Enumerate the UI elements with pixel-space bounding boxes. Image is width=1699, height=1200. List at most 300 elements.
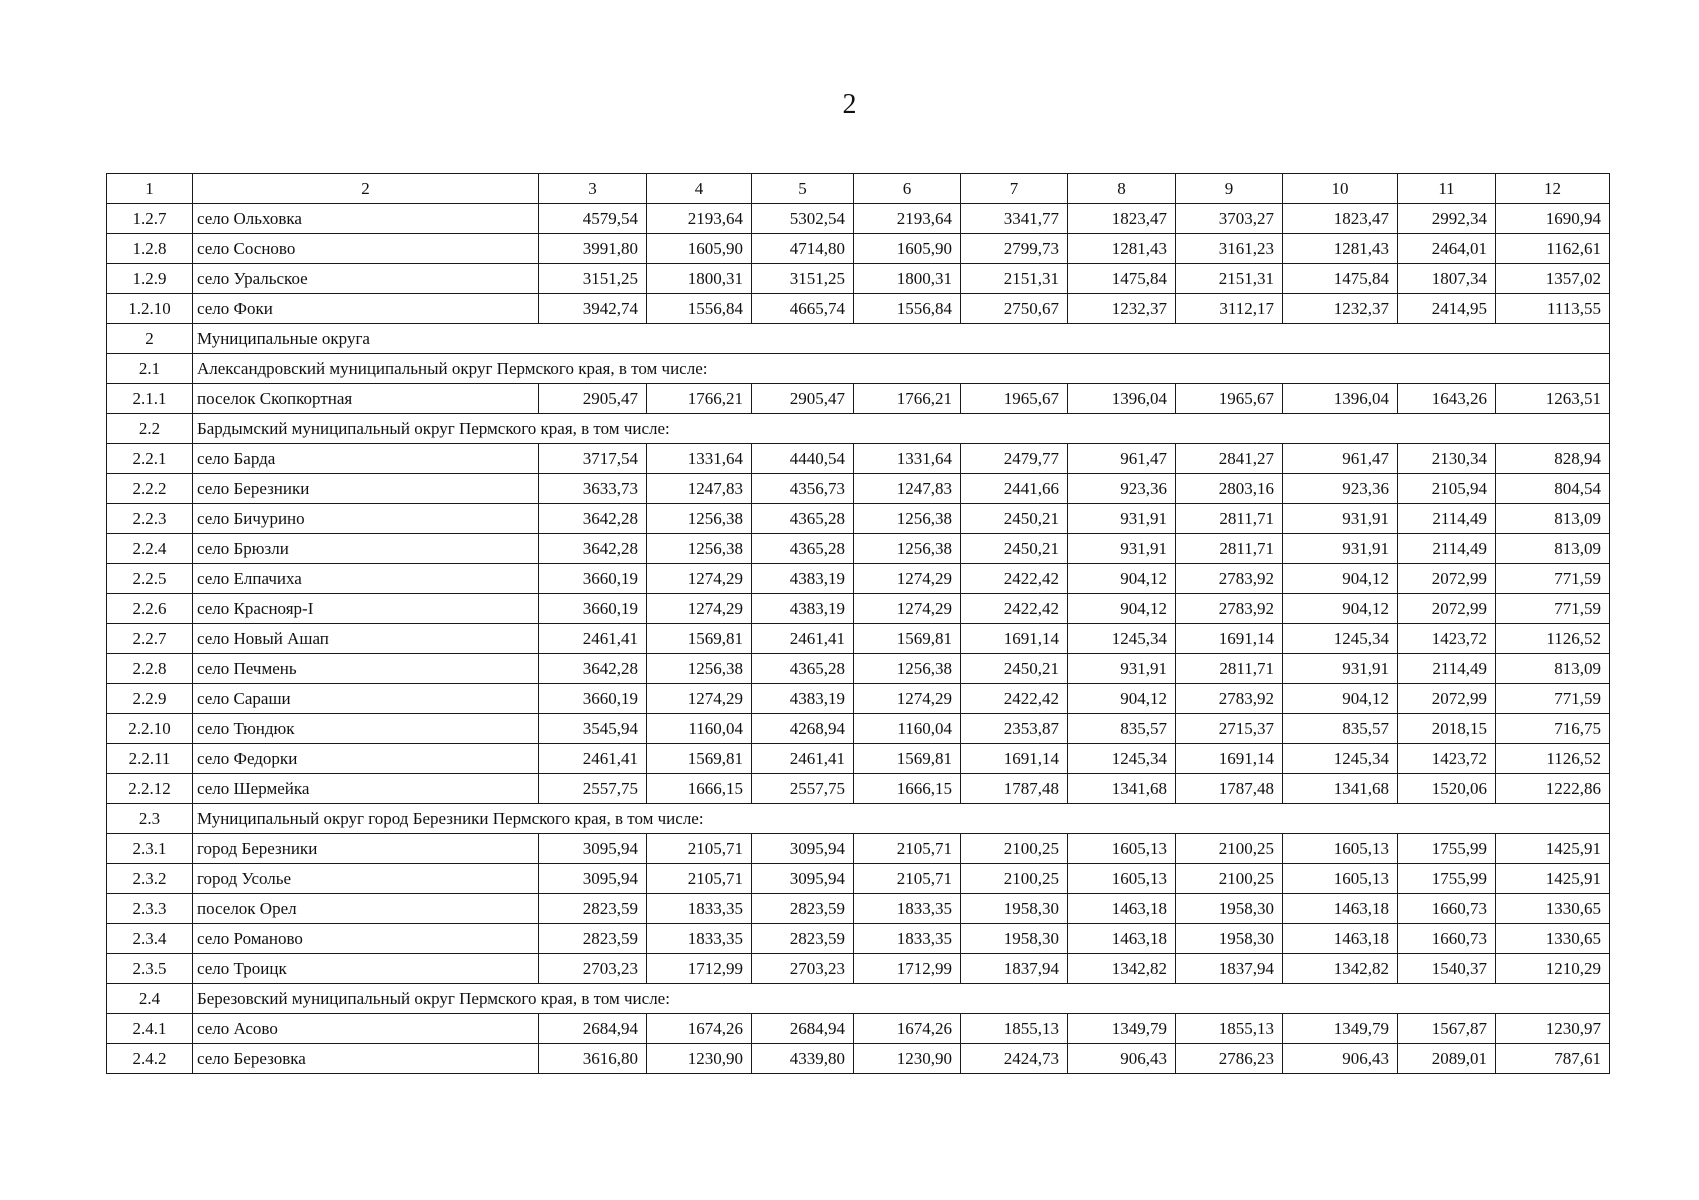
section-row xyxy=(107,414,1610,444)
settlement-name: город Усолье xyxy=(193,864,539,894)
tariff-value: 1463,18 xyxy=(1283,924,1398,954)
tariff-value: 2100,25 xyxy=(1176,864,1283,894)
row-number: 2.1 xyxy=(107,354,193,384)
tariff-value: 1833,35 xyxy=(647,924,752,954)
settlement-name: село Тюндюк xyxy=(193,714,539,744)
settlement-name: село Сосново xyxy=(193,234,539,264)
tariff-value: 2441,66 xyxy=(961,474,1068,504)
tariff-value: 904,12 xyxy=(1068,594,1176,624)
tariff-value: 1833,35 xyxy=(647,894,752,924)
tariff-value: 4268,94 xyxy=(752,714,854,744)
tariff-value: 1674,26 xyxy=(854,1014,961,1044)
tariff-value: 1357,02 xyxy=(1496,264,1610,294)
table-row xyxy=(107,864,1610,894)
tariff-value: 1210,29 xyxy=(1496,954,1610,984)
tariff-value: 1958,30 xyxy=(1176,894,1283,924)
tariff-value: 1330,65 xyxy=(1496,894,1610,924)
tariff-value: 4383,19 xyxy=(752,564,854,594)
table-row xyxy=(107,264,1610,294)
tariff-value: 1807,34 xyxy=(1398,264,1496,294)
tariff-value: 906,43 xyxy=(1283,1044,1398,1074)
tariff-value: 2422,42 xyxy=(961,684,1068,714)
tariff-value: 1958,30 xyxy=(961,924,1068,954)
tariff-value: 1160,04 xyxy=(647,714,752,744)
table-row xyxy=(107,684,1610,714)
tariff-value: 2193,64 xyxy=(854,204,961,234)
tariff-value: 1245,34 xyxy=(1068,624,1176,654)
tariff-value: 1755,99 xyxy=(1398,834,1496,864)
tariff-value: 813,09 xyxy=(1496,504,1610,534)
tariff-value: 2151,31 xyxy=(1176,264,1283,294)
tariff-value: 2557,75 xyxy=(539,774,647,804)
tariff-value: 835,57 xyxy=(1068,714,1176,744)
tariff-value: 2114,49 xyxy=(1398,654,1496,684)
tariff-value: 3545,94 xyxy=(539,714,647,744)
table-row xyxy=(107,534,1610,564)
tariff-value: 2461,41 xyxy=(752,624,854,654)
tariff-value: 787,61 xyxy=(1496,1044,1610,1074)
tariff-value: 2424,73 xyxy=(961,1044,1068,1074)
tariff-value: 4383,19 xyxy=(752,684,854,714)
table-row xyxy=(107,234,1610,264)
tariff-value: 1330,65 xyxy=(1496,924,1610,954)
tariff-value: 2803,16 xyxy=(1176,474,1283,504)
tariff-value: 1540,37 xyxy=(1398,954,1496,984)
column-number-header: 7 xyxy=(961,174,1068,204)
settlement-name: село Асово xyxy=(193,1014,539,1044)
tariff-value: 4365,28 xyxy=(752,504,854,534)
tariff-value: 1605,13 xyxy=(1068,864,1176,894)
tariff-value: 2193,64 xyxy=(647,204,752,234)
tariff-value: 3942,74 xyxy=(539,294,647,324)
table-row xyxy=(107,294,1610,324)
tariff-value: 3112,17 xyxy=(1176,294,1283,324)
tariff-value: 2786,23 xyxy=(1176,1044,1283,1074)
row-number: 2.3.1 xyxy=(107,834,193,864)
tariff-value: 1126,52 xyxy=(1496,624,1610,654)
tariff-value: 1463,18 xyxy=(1068,894,1176,924)
tariff-value: 1605,13 xyxy=(1283,834,1398,864)
row-number: 1.2.7 xyxy=(107,204,193,234)
table-row xyxy=(107,924,1610,954)
tariff-value: 1245,34 xyxy=(1068,744,1176,774)
table-row xyxy=(107,834,1610,864)
table-row xyxy=(107,384,1610,414)
row-number: 2.3.4 xyxy=(107,924,193,954)
tariff-value: 1263,51 xyxy=(1496,384,1610,414)
tariff-value: 813,09 xyxy=(1496,654,1610,684)
table-row xyxy=(107,204,1610,234)
tariff-value: 1256,38 xyxy=(854,504,961,534)
tariff-value: 1605,13 xyxy=(1068,834,1176,864)
tariff-value: 2414,95 xyxy=(1398,294,1496,324)
row-number: 2.3 xyxy=(107,804,193,834)
tariff-value: 1605,90 xyxy=(854,234,961,264)
table-row xyxy=(107,504,1610,534)
table-header-row xyxy=(107,174,1610,204)
tariff-value: 1475,84 xyxy=(1283,264,1398,294)
row-number: 2.3.2 xyxy=(107,864,193,894)
section-row xyxy=(107,354,1610,384)
tariff-value: 931,91 xyxy=(1283,654,1398,684)
tariff-value: 2783,92 xyxy=(1176,594,1283,624)
tariff-value: 1331,64 xyxy=(854,444,961,474)
tariff-value: 2684,94 xyxy=(752,1014,854,1044)
tariff-value: 904,12 xyxy=(1283,684,1398,714)
tariff-value: 2461,41 xyxy=(539,624,647,654)
tariff-value: 1396,04 xyxy=(1068,384,1176,414)
settlement-name: село Печмень xyxy=(193,654,539,684)
tariff-value: 923,36 xyxy=(1283,474,1398,504)
tariff-value: 1281,43 xyxy=(1068,234,1176,264)
settlement-name: село Уральское xyxy=(193,264,539,294)
tariff-value: 1274,29 xyxy=(854,594,961,624)
tariff-value: 2684,94 xyxy=(539,1014,647,1044)
tariff-value: 2783,92 xyxy=(1176,564,1283,594)
tariff-value: 1567,87 xyxy=(1398,1014,1496,1044)
tariff-value: 2114,49 xyxy=(1398,534,1496,564)
tariff-value: 2811,71 xyxy=(1176,534,1283,564)
tariff-value: 1556,84 xyxy=(854,294,961,324)
column-number-header: 4 xyxy=(647,174,752,204)
tariff-value: 1766,21 xyxy=(647,384,752,414)
tariff-value: 1712,99 xyxy=(854,954,961,984)
tariff-value: 1463,18 xyxy=(1068,924,1176,954)
tariff-value: 1463,18 xyxy=(1283,894,1398,924)
column-number-header: 1 xyxy=(107,174,193,204)
table-row xyxy=(107,474,1610,504)
table-row xyxy=(107,564,1610,594)
tariff-value: 1965,67 xyxy=(961,384,1068,414)
tariff-value: 1660,73 xyxy=(1398,924,1496,954)
tariff-value: 2450,21 xyxy=(961,654,1068,684)
tariff-value: 1569,81 xyxy=(647,744,752,774)
tariff-value: 1245,34 xyxy=(1283,744,1398,774)
tariff-value: 5302,54 xyxy=(752,204,854,234)
table-row xyxy=(107,1044,1610,1074)
tariff-value: 1855,13 xyxy=(1176,1014,1283,1044)
tariff-value: 1126,52 xyxy=(1496,744,1610,774)
table-row xyxy=(107,444,1610,474)
page-number: 2 xyxy=(842,89,857,120)
section-title: Муниципальные округа xyxy=(193,324,1610,354)
table-row xyxy=(107,624,1610,654)
table-row xyxy=(107,654,1610,684)
settlement-name: село Сараши xyxy=(193,684,539,714)
tariff-value: 804,54 xyxy=(1496,474,1610,504)
tariff-value: 2105,71 xyxy=(647,834,752,864)
tariff-value: 3151,25 xyxy=(539,264,647,294)
tariff-value: 1674,26 xyxy=(647,1014,752,1044)
tariff-value: 2100,25 xyxy=(961,864,1068,894)
tariff-value: 2841,27 xyxy=(1176,444,1283,474)
tariff-value: 1787,48 xyxy=(961,774,1068,804)
tariff-value: 1958,30 xyxy=(1176,924,1283,954)
tariff-value: 931,91 xyxy=(1283,534,1398,564)
tariff-value: 1569,81 xyxy=(854,744,961,774)
table-row xyxy=(107,744,1610,774)
tariff-value: 4714,80 xyxy=(752,234,854,264)
tariff-value: 2018,15 xyxy=(1398,714,1496,744)
column-number-header: 11 xyxy=(1398,174,1496,204)
tariff-value: 2905,47 xyxy=(752,384,854,414)
tariff-value: 1755,99 xyxy=(1398,864,1496,894)
table-row xyxy=(107,774,1610,804)
row-number: 2.1.1 xyxy=(107,384,193,414)
column-number-header: 5 xyxy=(752,174,854,204)
tariff-value: 1691,14 xyxy=(961,624,1068,654)
tariff-value: 771,59 xyxy=(1496,684,1610,714)
tariff-value: 931,91 xyxy=(1283,504,1398,534)
table-row xyxy=(107,1014,1610,1044)
tariff-value: 2811,71 xyxy=(1176,504,1283,534)
tariff-value: 2353,87 xyxy=(961,714,1068,744)
settlement-name: поселок Орел xyxy=(193,894,539,924)
tariff-value: 1691,14 xyxy=(1176,744,1283,774)
settlement-name: село Ольховка xyxy=(193,204,539,234)
tariff-value: 1691,14 xyxy=(961,744,1068,774)
tariff-value: 904,12 xyxy=(1068,564,1176,594)
row-number: 2.4 xyxy=(107,984,193,1014)
tariff-value: 961,47 xyxy=(1068,444,1176,474)
tariff-value: 1605,90 xyxy=(647,234,752,264)
tariff-value: 1423,72 xyxy=(1398,624,1496,654)
tariff-value: 2072,99 xyxy=(1398,594,1496,624)
tariff-value: 2557,75 xyxy=(752,774,854,804)
tariff-value: 1232,37 xyxy=(1283,294,1398,324)
tariff-value: 2105,71 xyxy=(854,834,961,864)
tariff-value: 3660,19 xyxy=(539,594,647,624)
tariff-value: 2715,37 xyxy=(1176,714,1283,744)
tariff-value: 931,91 xyxy=(1068,534,1176,564)
tariff-value: 1349,79 xyxy=(1068,1014,1176,1044)
settlement-name: село Фоки xyxy=(193,294,539,324)
settlement-name: поселок Скопкортная xyxy=(193,384,539,414)
tariff-value: 3660,19 xyxy=(539,564,647,594)
row-number: 2.2.2 xyxy=(107,474,193,504)
tariff-value: 2783,92 xyxy=(1176,684,1283,714)
tariff-value: 4383,19 xyxy=(752,594,854,624)
tariff-value: 2905,47 xyxy=(539,384,647,414)
row-number: 2.3.3 xyxy=(107,894,193,924)
tariff-value: 1162,61 xyxy=(1496,234,1610,264)
tariff-value: 3642,28 xyxy=(539,504,647,534)
tariff-value: 3642,28 xyxy=(539,534,647,564)
tariff-value: 1247,83 xyxy=(647,474,752,504)
table-row xyxy=(107,954,1610,984)
tariff-value: 1113,55 xyxy=(1496,294,1610,324)
tariff-value: 2703,23 xyxy=(752,954,854,984)
row-number: 1.2.8 xyxy=(107,234,193,264)
tariff-value: 1256,38 xyxy=(854,534,961,564)
tariff-value: 4365,28 xyxy=(752,534,854,564)
tariff-value: 1958,30 xyxy=(961,894,1068,924)
tariff-value: 4579,54 xyxy=(539,204,647,234)
tariff-table xyxy=(106,173,1610,1074)
section-title: Муниципальный округ город Березники Пермского края, в том числе: xyxy=(193,804,1610,834)
tariff-value: 1690,94 xyxy=(1496,204,1610,234)
tariff-value: 4665,74 xyxy=(752,294,854,324)
tariff-value: 1396,04 xyxy=(1283,384,1398,414)
row-number: 2.2.1 xyxy=(107,444,193,474)
tariff-value: 3095,94 xyxy=(539,864,647,894)
row-number: 2.2.4 xyxy=(107,534,193,564)
tariff-value: 2992,34 xyxy=(1398,204,1496,234)
tariff-value: 1232,37 xyxy=(1068,294,1176,324)
tariff-value: 1230,97 xyxy=(1496,1014,1610,1044)
tariff-value: 2114,49 xyxy=(1398,504,1496,534)
tariff-value: 2799,73 xyxy=(961,234,1068,264)
tariff-value: 716,75 xyxy=(1496,714,1610,744)
tariff-value: 1643,26 xyxy=(1398,384,1496,414)
tariff-value: 2750,67 xyxy=(961,294,1068,324)
settlement-name: село Троицк xyxy=(193,954,539,984)
tariff-value: 2811,71 xyxy=(1176,654,1283,684)
tariff-value: 771,59 xyxy=(1496,594,1610,624)
tariff-value: 2823,59 xyxy=(752,894,854,924)
tariff-value: 3151,25 xyxy=(752,264,854,294)
column-number-header: 2 xyxy=(193,174,539,204)
tariff-value: 1256,38 xyxy=(647,504,752,534)
row-number: 2.4.1 xyxy=(107,1014,193,1044)
tariff-value: 3095,94 xyxy=(539,834,647,864)
row-number: 2.2 xyxy=(107,414,193,444)
tariff-value: 1281,43 xyxy=(1283,234,1398,264)
tariff-value: 3095,94 xyxy=(752,864,854,894)
tariff-value: 2422,42 xyxy=(961,594,1068,624)
tariff-value: 1222,86 xyxy=(1496,774,1610,804)
tariff-value: 931,91 xyxy=(1068,504,1176,534)
tariff-value: 1342,82 xyxy=(1068,954,1176,984)
settlement-name: город Березники xyxy=(193,834,539,864)
tariff-value: 1341,68 xyxy=(1068,774,1176,804)
tariff-value: 1342,82 xyxy=(1283,954,1398,984)
settlement-name: село Березники xyxy=(193,474,539,504)
tariff-value: 2105,94 xyxy=(1398,474,1496,504)
tariff-value: 1256,38 xyxy=(647,654,752,684)
tariff-value: 2072,99 xyxy=(1398,564,1496,594)
tariff-value: 1349,79 xyxy=(1283,1014,1398,1044)
section-row xyxy=(107,324,1610,354)
tariff-value: 1691,14 xyxy=(1176,624,1283,654)
column-number-header: 9 xyxy=(1176,174,1283,204)
row-number: 2.4.2 xyxy=(107,1044,193,1074)
tariff-value: 771,59 xyxy=(1496,564,1610,594)
tariff-value: 1666,15 xyxy=(647,774,752,804)
tariff-value: 3095,94 xyxy=(752,834,854,864)
settlement-name: село Романово xyxy=(193,924,539,954)
tariff-value: 1341,68 xyxy=(1283,774,1398,804)
tariff-value: 3161,23 xyxy=(1176,234,1283,264)
section-row xyxy=(107,984,1610,1014)
tariff-value: 828,94 xyxy=(1496,444,1610,474)
tariff-value: 1837,94 xyxy=(1176,954,1283,984)
tariff-value: 1331,64 xyxy=(647,444,752,474)
tariff-value: 1274,29 xyxy=(647,684,752,714)
row-number: 2.2.10 xyxy=(107,714,193,744)
tariff-value: 1230,90 xyxy=(854,1044,961,1074)
settlement-name: село Елпачиха xyxy=(193,564,539,594)
tariff-value: 906,43 xyxy=(1068,1044,1176,1074)
tariff-value: 1823,47 xyxy=(1283,204,1398,234)
tariff-value: 1787,48 xyxy=(1176,774,1283,804)
tariff-value: 2089,01 xyxy=(1398,1044,1496,1074)
tariff-value: 1569,81 xyxy=(854,624,961,654)
tariff-value: 2151,31 xyxy=(961,264,1068,294)
tariff-value: 2130,34 xyxy=(1398,444,1496,474)
tariff-value: 2703,23 xyxy=(539,954,647,984)
row-number: 1.2.10 xyxy=(107,294,193,324)
tariff-value: 813,09 xyxy=(1496,534,1610,564)
settlement-name: село Барда xyxy=(193,444,539,474)
tariff-value: 2100,25 xyxy=(961,834,1068,864)
tariff-value: 1712,99 xyxy=(647,954,752,984)
table-row xyxy=(107,894,1610,924)
tariff-value: 1833,35 xyxy=(854,894,961,924)
tariff-value: 3341,77 xyxy=(961,204,1068,234)
tariff-value: 1160,04 xyxy=(854,714,961,744)
tariff-value: 2105,71 xyxy=(647,864,752,894)
tariff-value: 904,12 xyxy=(1068,684,1176,714)
row-number: 2.2.7 xyxy=(107,624,193,654)
row-number: 2.2.5 xyxy=(107,564,193,594)
tariff-value: 2823,59 xyxy=(539,894,647,924)
row-number: 2 xyxy=(107,324,193,354)
tariff-value: 2464,01 xyxy=(1398,234,1496,264)
tariff-value: 1965,67 xyxy=(1176,384,1283,414)
tariff-value: 4440,54 xyxy=(752,444,854,474)
tariff-value: 904,12 xyxy=(1283,594,1398,624)
row-number: 1.2.9 xyxy=(107,264,193,294)
table-row xyxy=(107,594,1610,624)
tariff-value: 1833,35 xyxy=(854,924,961,954)
tariff-value: 2100,25 xyxy=(1176,834,1283,864)
tariff-value: 1256,38 xyxy=(854,654,961,684)
tariff-value: 1660,73 xyxy=(1398,894,1496,924)
row-number: 2.2.6 xyxy=(107,594,193,624)
tariff-value: 4356,73 xyxy=(752,474,854,504)
tariff-value: 3991,80 xyxy=(539,234,647,264)
tariff-value: 1425,91 xyxy=(1496,864,1610,894)
tariff-value: 1823,47 xyxy=(1068,204,1176,234)
tariff-value: 2105,71 xyxy=(854,864,961,894)
tariff-value: 1837,94 xyxy=(961,954,1068,984)
tariff-value: 1245,34 xyxy=(1283,624,1398,654)
tariff-value: 2461,41 xyxy=(752,744,854,774)
tariff-value: 1475,84 xyxy=(1068,264,1176,294)
section-title: Бардымский муниципальный округ Пермского края, в том числе: xyxy=(193,414,1610,444)
tariff-value: 1800,31 xyxy=(647,264,752,294)
settlement-name: село Шермейка xyxy=(193,774,539,804)
column-number-header: 3 xyxy=(539,174,647,204)
column-number-header: 6 xyxy=(854,174,961,204)
tariff-value: 961,47 xyxy=(1283,444,1398,474)
tariff-value: 3633,73 xyxy=(539,474,647,504)
tariff-value: 3717,54 xyxy=(539,444,647,474)
tariff-value: 1423,72 xyxy=(1398,744,1496,774)
row-number: 2.2.3 xyxy=(107,504,193,534)
table-row xyxy=(107,714,1610,744)
tariff-value: 931,91 xyxy=(1068,654,1176,684)
tariff-value: 3660,19 xyxy=(539,684,647,714)
tariff-value: 1520,06 xyxy=(1398,774,1496,804)
tariff-value: 923,36 xyxy=(1068,474,1176,504)
tariff-value: 1274,29 xyxy=(854,684,961,714)
tariff-value: 1274,29 xyxy=(647,594,752,624)
column-number-header: 12 xyxy=(1496,174,1610,204)
tariff-value: 835,57 xyxy=(1283,714,1398,744)
row-number: 2.2.12 xyxy=(107,774,193,804)
